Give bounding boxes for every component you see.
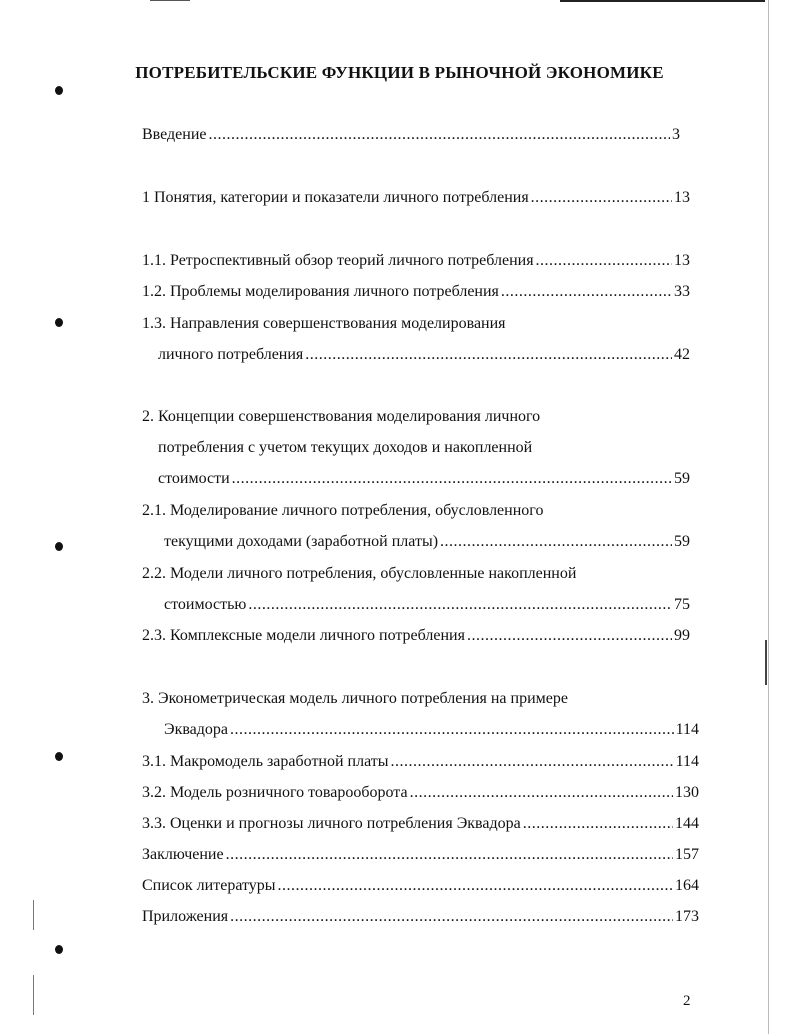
scan-edge-line <box>765 640 767 685</box>
toc-entry-3-1 <box>142 751 699 773</box>
toc-leader-dots <box>232 468 672 490</box>
toc-entry-text: Приложения <box>142 908 229 925</box>
toc-page-number: 13 <box>674 189 690 206</box>
scan-edge-line <box>560 0 765 2</box>
toc-entry-text: потребления с учетом текущих доходов и накопленной <box>158 439 533 456</box>
toc-leader-dots <box>230 719 674 741</box>
binder-hole-dot <box>55 318 63 327</box>
binder-hole-dot <box>55 945 63 954</box>
toc-entry-text: Введение <box>142 126 207 143</box>
toc-entry-chapter-1 <box>142 187 690 209</box>
binder-hole-dot <box>55 752 63 761</box>
toc-page-number: 99 <box>674 627 690 644</box>
toc-leader-dots <box>501 281 672 303</box>
toc-leader-dots <box>531 187 672 209</box>
toc-entry-text: стоимости <box>158 470 230 487</box>
toc-leader-dots <box>467 625 672 647</box>
toc-entry-1-3 <box>158 344 690 366</box>
toc-page-number: 173 <box>675 908 699 925</box>
toc-entry-1-2 <box>142 281 690 303</box>
toc-entry-text: 3.1. Макромодель заработной платы <box>142 753 389 770</box>
toc-leader-dots <box>440 531 672 553</box>
toc-entry-introduction <box>142 124 680 146</box>
toc-page-number: 75 <box>674 596 690 613</box>
toc-leader-dots <box>391 751 674 773</box>
toc-page-number: 33 <box>674 283 690 300</box>
toc-leader-dots <box>523 813 673 835</box>
toc-page-number: 3 <box>672 126 680 143</box>
toc-leader-dots <box>248 594 672 616</box>
toc-entry-text: 1.1. Ретроспективный обзор теорий личного потребления <box>142 252 534 269</box>
toc-page-number: 144 <box>675 815 699 832</box>
toc-leader-dots <box>536 250 672 272</box>
toc-leader-dots <box>305 344 672 366</box>
binder-hole-dot <box>55 86 63 95</box>
toc-entry-text: стоимостью <box>164 596 247 613</box>
toc-entry-3-2 <box>142 782 699 804</box>
toc-entry-text: 1.2. Проблемы моделирования личного потребления <box>142 283 499 300</box>
toc-entry-text: 3. Эконометрическая модель личного потребления на примере <box>142 690 568 707</box>
toc-entry-chapter-3 <box>164 719 699 741</box>
toc-leader-dots <box>209 124 671 146</box>
scan-edge-line <box>768 0 769 1034</box>
toc-entry-text: 1 Понятия, категории и показатели личного потребления <box>142 189 529 206</box>
toc-page-number: 59 <box>674 533 690 550</box>
toc-leader-dots <box>230 906 673 928</box>
toc-page-number: 59 <box>674 470 690 487</box>
toc-entry-2-3 <box>142 625 690 647</box>
toc-entry-bibliography <box>142 875 699 897</box>
toc-page-number: 42 <box>674 346 690 363</box>
toc-entry-text: 2.3. Комплексные модели личного потребления <box>142 627 465 644</box>
toc-page-number: 13 <box>674 252 690 269</box>
toc-entry-2-2 <box>164 594 690 616</box>
toc-leader-dots <box>410 782 673 804</box>
toc-entry-1-1 <box>142 250 690 272</box>
toc-page-number: 114 <box>675 721 699 738</box>
toc-entry-2-1 <box>164 531 690 553</box>
toc-entry-text: Эквадора <box>164 721 229 738</box>
page-title: ПОТРЕБИТЕЛЬСКИЕ ФУНКЦИИ В РЫНОЧНОЙ ЭКОНОМИКЕ <box>135 63 664 82</box>
scan-edge-line <box>33 975 34 1015</box>
scan-edge-line <box>33 900 34 930</box>
page-number: 2 <box>683 993 691 1009</box>
toc-entry-text: 2. Концепции совершенствования моделирования личного <box>142 408 541 425</box>
toc-entry-text: 3.2. Модель розничного товарооборота <box>142 784 408 801</box>
toc-entry-text: Заключение <box>142 846 224 863</box>
toc-entry-chapter-2 <box>158 468 690 490</box>
toc-entry-conclusion <box>142 844 699 866</box>
scan-edge-line <box>150 0 190 1</box>
toc-entry-text: 1.3. Направления совершенствования моделирования <box>142 315 506 332</box>
toc-entry-text: текущими доходами (заработной платы) <box>164 533 439 550</box>
toc-page-number: 157 <box>675 846 699 863</box>
toc-entry-text: 2.1. Моделирование личного потребления, обусловленного <box>142 502 544 519</box>
toc-leader-dots <box>278 875 673 897</box>
toc-page-number: 164 <box>675 877 699 894</box>
toc-entry-text: 2.2. Модели личного потребления, обусловленные накопленной <box>142 565 577 582</box>
binder-hole-dot <box>55 542 63 551</box>
toc-entry-appendices <box>142 906 699 928</box>
toc-entry-3-3 <box>142 813 699 835</box>
toc-page-number: 114 <box>675 753 699 770</box>
toc-entry-text: 3.3. Оценки и прогнозы личного потребления Эквадора <box>142 815 521 832</box>
toc-leader-dots <box>226 844 673 866</box>
toc-entry-text: личного потребления <box>158 346 304 363</box>
toc-page-number: 130 <box>675 784 699 801</box>
toc-entry-text: Список литературы <box>142 877 276 894</box>
